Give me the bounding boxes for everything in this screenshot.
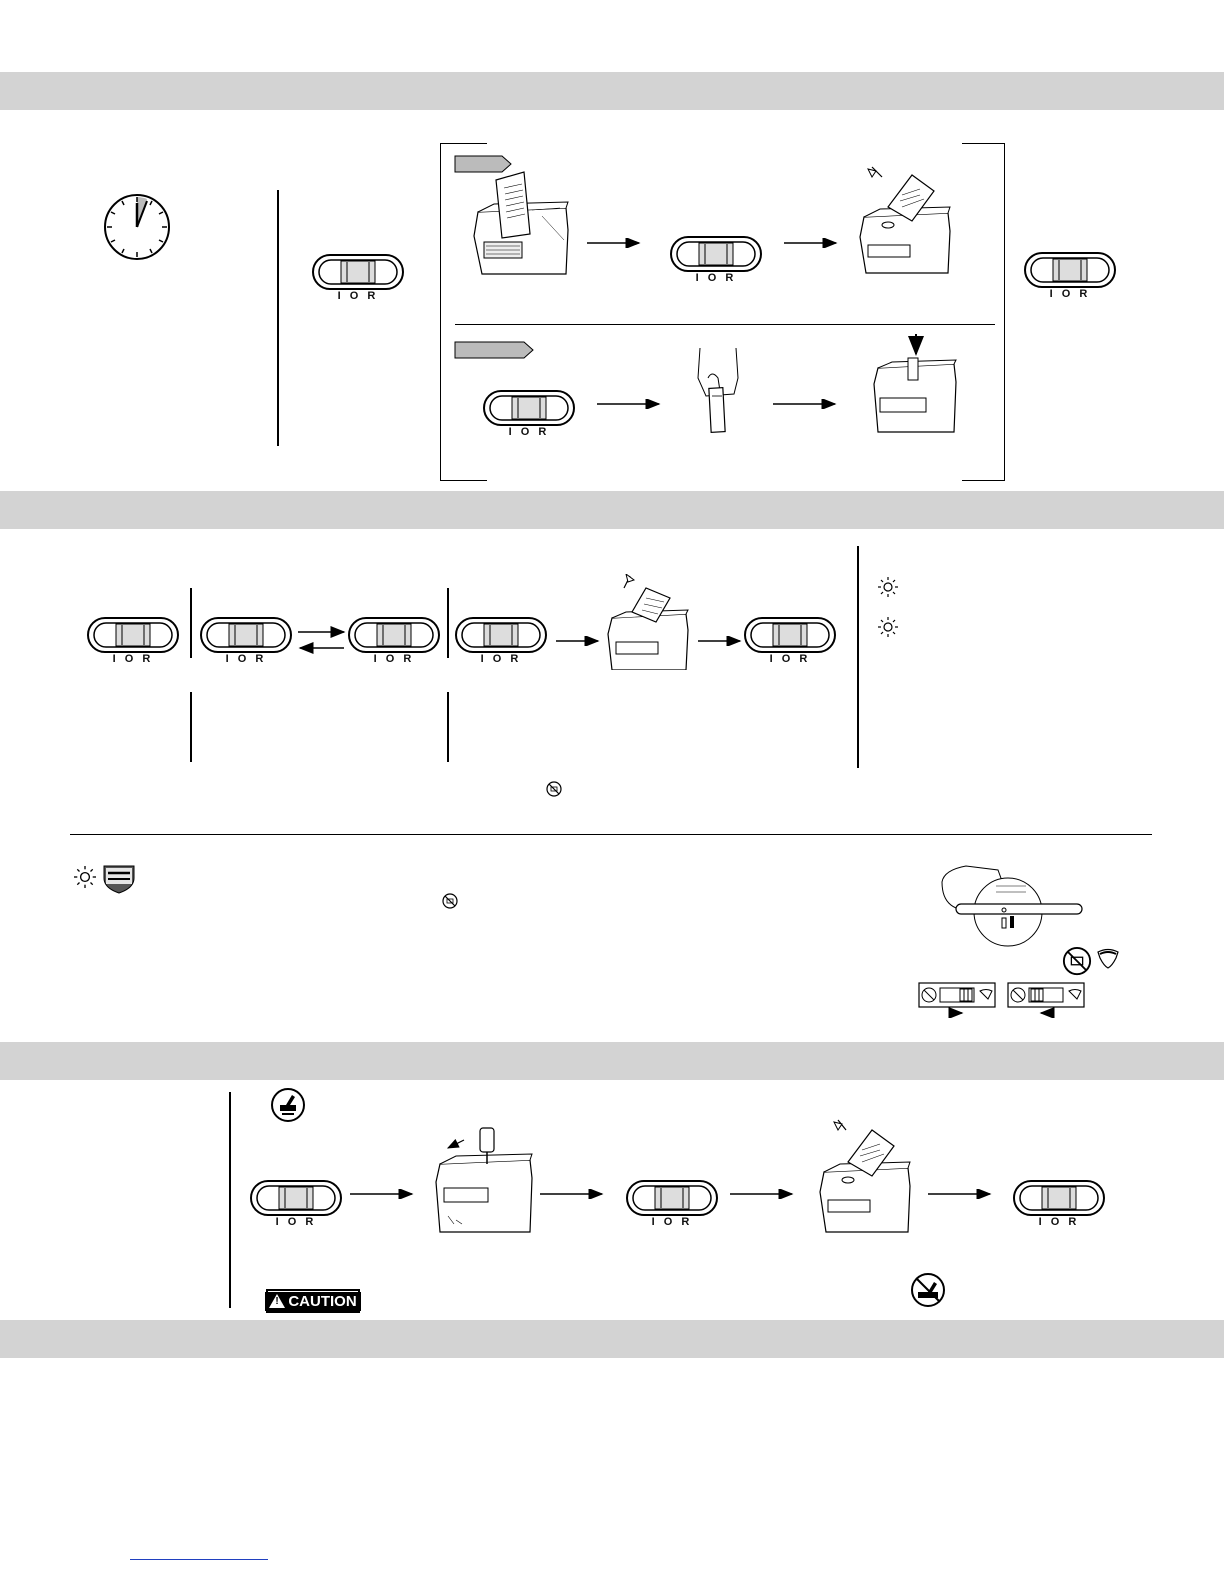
sun-icon xyxy=(878,617,898,637)
switch-label: I O R xyxy=(651,1216,693,1228)
power-switch xyxy=(626,1180,718,1230)
switch-label: I O R xyxy=(695,272,737,284)
arrow-icon xyxy=(730,1189,794,1199)
oil-bottle-icon xyxy=(270,1087,306,1123)
power-switch xyxy=(483,390,575,440)
section-band-4 xyxy=(0,1320,1224,1358)
hand-card-illustration xyxy=(694,348,744,441)
switch-label: I O R xyxy=(1049,288,1091,300)
switch-label: I O R xyxy=(337,290,379,302)
section-band-1 xyxy=(0,72,1224,110)
power-switch xyxy=(250,1180,342,1230)
no-shredding-icon xyxy=(442,893,458,909)
clock-icon xyxy=(103,193,171,266)
sun-icon xyxy=(74,866,96,888)
power-switch xyxy=(1013,1180,1105,1230)
no-aerosol-icon xyxy=(908,1272,948,1308)
caution-label xyxy=(266,1289,360,1313)
switch-label: I O R xyxy=(225,653,267,665)
arrow-icon xyxy=(540,1189,604,1199)
safe-sense-shield-icon xyxy=(1096,948,1120,970)
shredder-feed-illustration xyxy=(818,1116,914,1239)
divider xyxy=(277,190,279,446)
switch-label: I O R xyxy=(275,1216,317,1228)
shredder-oil-illustration xyxy=(434,1124,536,1239)
arrow-icon xyxy=(928,1189,992,1199)
arrow-icon xyxy=(784,238,838,248)
sun-icon xyxy=(878,577,898,597)
bracket-gap-top xyxy=(487,140,962,146)
power-switch xyxy=(87,617,179,667)
divider xyxy=(190,692,192,762)
section-rule xyxy=(70,834,1152,835)
safe-sense-badge-icon xyxy=(102,864,136,894)
shredder-reverse-illustration xyxy=(606,574,692,675)
switch-on-diagram xyxy=(1007,982,1085,1023)
switch-label: I O R xyxy=(480,653,522,665)
power-switch xyxy=(670,236,762,286)
switch-label: I O R xyxy=(508,426,550,438)
arrow-icon xyxy=(350,1189,414,1199)
switch-label: I O R xyxy=(112,653,154,665)
arrow-icon xyxy=(587,238,641,248)
divider xyxy=(447,692,449,762)
double-arrow-icon xyxy=(298,626,346,654)
divider xyxy=(229,1092,231,1308)
switch-label: I O R xyxy=(769,653,811,665)
caution-text: CAUTION xyxy=(288,1292,357,1310)
link-underline[interactable] xyxy=(130,1559,268,1560)
bracket-gap-bottom xyxy=(487,476,962,482)
section-band-2 xyxy=(0,491,1224,529)
power-switch xyxy=(1024,252,1116,302)
no-shredding-icon xyxy=(1062,946,1092,976)
arrow-icon xyxy=(698,636,742,646)
arrow-icon xyxy=(597,399,661,409)
power-switch xyxy=(744,617,836,667)
no-shredding-icon xyxy=(546,781,562,797)
power-switch xyxy=(312,254,404,304)
shredder-feed-illustration xyxy=(858,165,954,280)
shredder-card-illustration xyxy=(870,334,960,439)
divider xyxy=(857,546,859,768)
switch-off-diagram xyxy=(918,982,996,1023)
power-switch xyxy=(348,617,440,667)
power-switch xyxy=(455,617,547,667)
procedure-divider xyxy=(455,324,995,325)
step-tag-b xyxy=(454,341,534,359)
switch-label: I O R xyxy=(1038,1216,1080,1228)
shredder-paper-illustration xyxy=(472,170,572,281)
warning-triangle-icon xyxy=(269,1294,285,1308)
power-switch xyxy=(200,617,292,667)
arrow-icon xyxy=(556,636,600,646)
caution-badge xyxy=(265,1292,360,1311)
arrow-icon xyxy=(773,399,837,409)
divider xyxy=(190,588,192,658)
safesense-switch-illustration xyxy=(936,862,1086,957)
divider xyxy=(447,588,449,658)
section-band-3 xyxy=(0,1042,1224,1080)
switch-label: I O R xyxy=(373,653,415,665)
